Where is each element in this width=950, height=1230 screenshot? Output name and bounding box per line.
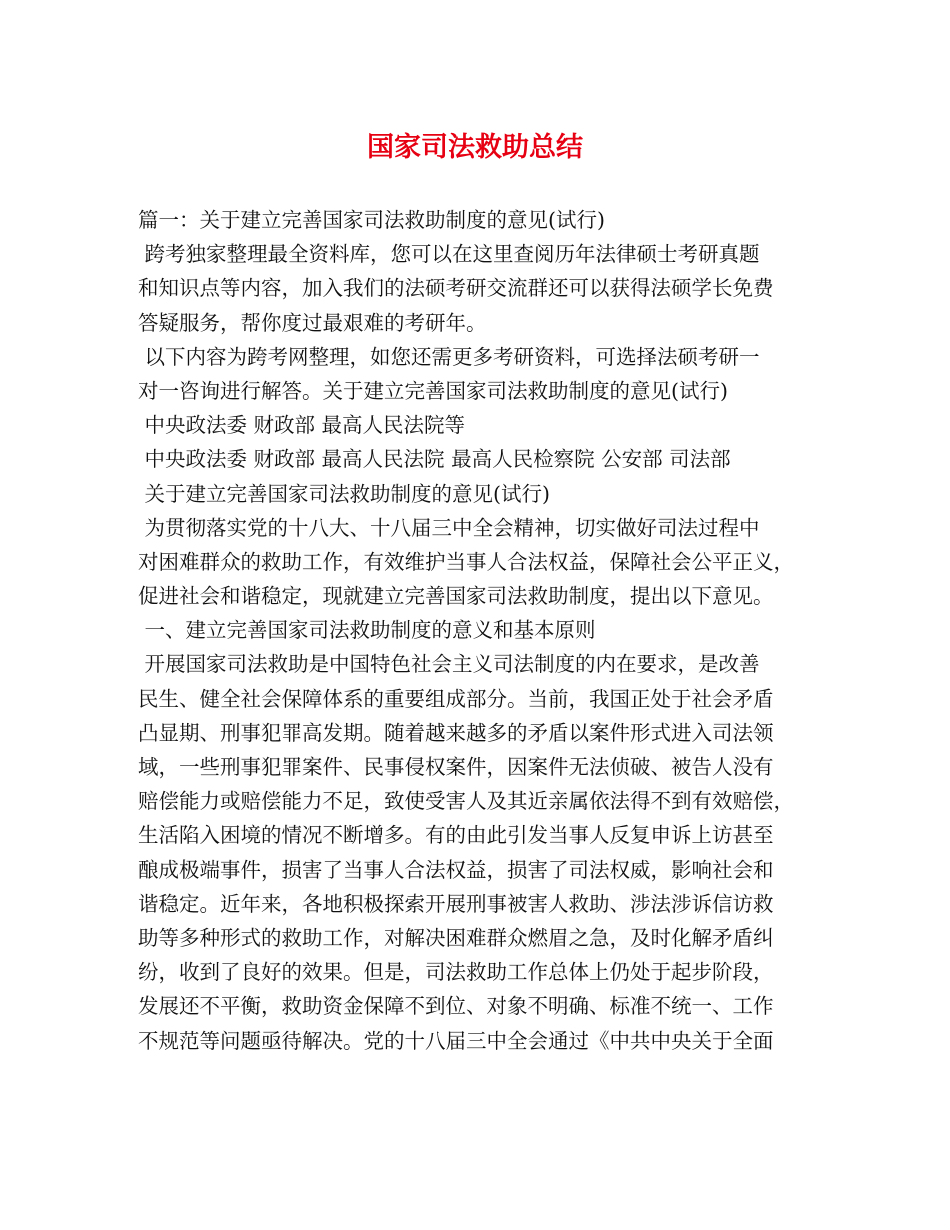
text-line: 中央政法委 财政部 最高人民法院等 — [138, 413, 466, 438]
text-line: 谐稳定。近年来，各地积极探索开展刑事被害人救助、涉法涉诉信访救 — [138, 891, 774, 916]
text-line: 发展还不平衡，救助资金保障不到位、对象不明确、标准不统一、工作 — [138, 994, 774, 1019]
text-line: 民生、健全社会保障体系的重要组成部分。当前，我国正处于社会矛盾 — [138, 686, 774, 711]
text-line: 跨考独家整理最全资料库，您可以在这里查阅历年法律硕士考研真题 — [138, 242, 760, 267]
text-line: 赔偿能力或赔偿能力不足，致使受害人及其近亲属依法得不到有效赔偿， — [138, 789, 794, 814]
text-line: 关于建立完善国家司法救助制度的意见(试行) — [138, 481, 551, 506]
text-line: 域，一些刑事犯罪案件、民事侵权案件，因案件无法侦破、被告人没有 — [138, 755, 774, 779]
text-line: 开展国家司法救助是中国特色社会主义司法制度的内在要求，是改善 — [138, 652, 760, 677]
document-body — [138, 203, 818, 1058]
text-line: 纷，收到了良好的效果。但是，司法救助工作总体上仍处于起步阶段， — [138, 960, 774, 985]
text-line: 和知识点等内容，加入我们的法硕考研交流群还可以获得法硕学长免费 — [138, 276, 774, 301]
document-title: 国家司法救助总结 — [367, 132, 583, 163]
text-line: 酿成极端事件，损害了当事人合法权益，损害了司法权威，影响社会和 — [138, 857, 774, 882]
text-line: 篇一：关于建立完善国家司法救助制度的意见(试行) — [138, 208, 605, 232]
text-line: 生活陷入困境的情况不断增多。有的由此引发当事人反复申诉上访甚至 — [138, 823, 774, 848]
text-line: 对一咨询进行解答。关于建立完善国家司法救助制度的意见(试行) — [138, 378, 728, 403]
text-line: 助等多种形式的救助工作，对解决困难群众燃眉之急，及时化解矛盾纠 — [138, 925, 774, 950]
text-line: 中央政法委 财政部 最高人民法院 最高人民检察院 公安部 司法部 — [138, 447, 731, 472]
text-line: 以下内容为跨考网整理，如您还需更多考研资料，可选择法硕考研一 — [138, 344, 760, 369]
text-line: 为贯彻落实党的十八大、十八届三中全会精神，切实做好司法过程中 — [138, 515, 760, 540]
text-line: 对困难群众的救助工作，有效维护当事人合法权益，保障社会公平正义， — [138, 549, 794, 574]
text-line: 促进社会和谐稳定，现就建立完善国家司法救助制度，提出以下意见。 — [138, 584, 774, 609]
text-line: 不规范等问题亟待解决。党的十八届三中全会通过《中共中央关于全面 — [138, 1028, 774, 1053]
text-line: 凸显期、刑事犯罪高发期。随着越来越多的矛盾以案件形式进入司法领 — [138, 720, 774, 745]
text-line: 一、建立完善国家司法救助制度的意义和基本原则 — [138, 618, 596, 643]
text-line: 答疑服务，帮你度过最艰难的考研年。 — [138, 310, 487, 335]
